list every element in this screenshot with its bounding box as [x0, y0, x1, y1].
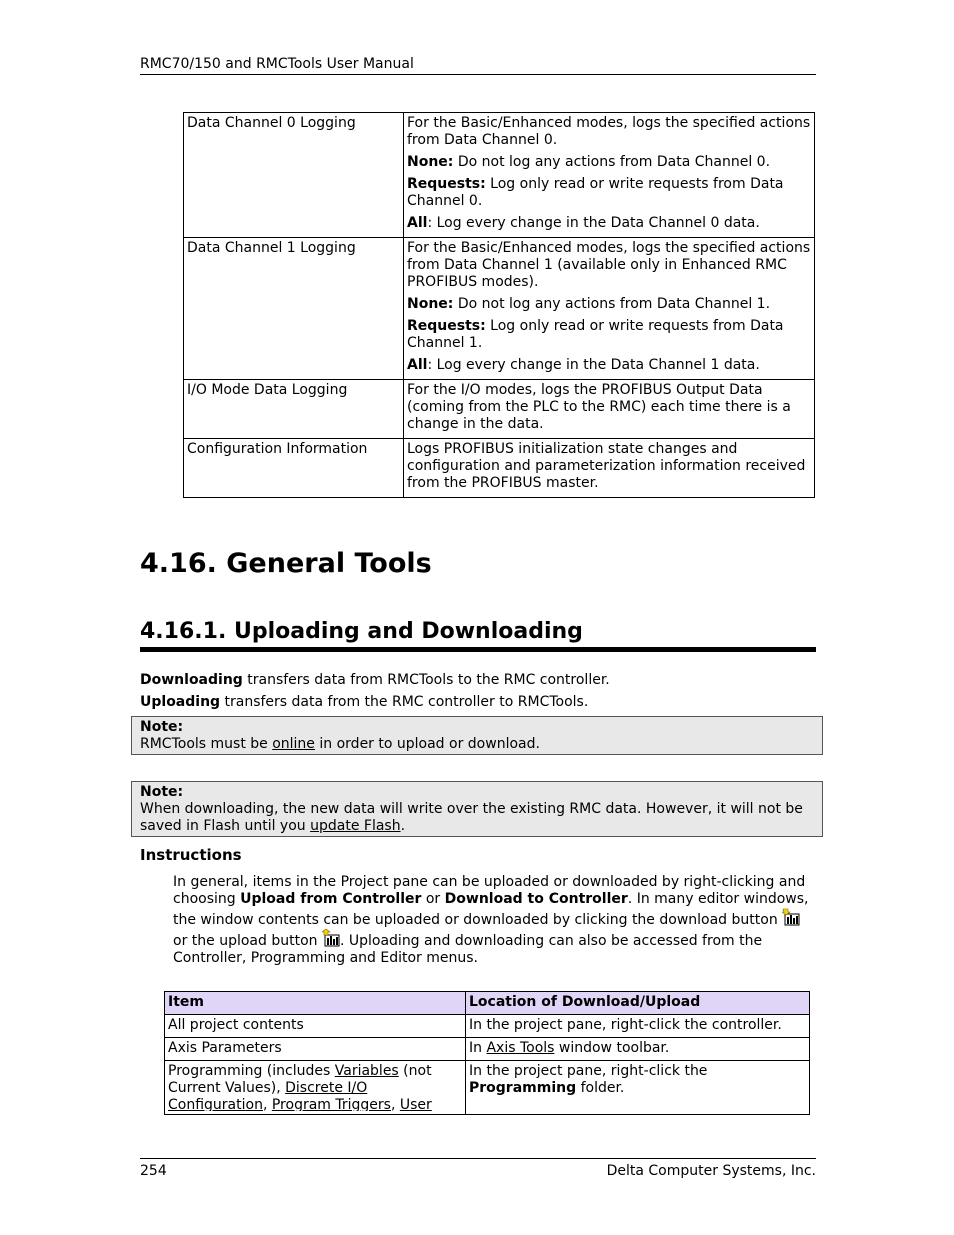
table-row	[184, 113, 815, 238]
note-label: Note:	[140, 784, 184, 800]
column-header-location: Location of Download/Upload	[466, 992, 810, 1015]
param-name: Configuration Information	[184, 439, 404, 498]
note-online	[131, 716, 823, 755]
desc-text: For the Basic/Enhanced modes, logs the specified actions from Data Channel 0.	[407, 115, 811, 148]
location-cell: In the project pane, right-click the controller.	[466, 1015, 810, 1038]
downloading-definition: Downloading transfers data from RMCTools to the RMC controller.	[140, 672, 610, 688]
param-description: Logs PROFIBUS initialization state changes and configuration and parameterization information received from the PROFIBUS master.	[404, 439, 815, 498]
location-cell: In the project pane, right-click the Programming folder.	[466, 1061, 810, 1115]
table-row	[165, 1038, 810, 1061]
option-all: All: Log every change in the Data Channel 1 data.	[407, 357, 760, 373]
table-row	[165, 1015, 810, 1038]
table-row	[184, 439, 815, 498]
table-row	[184, 238, 815, 380]
page-header	[140, 56, 816, 75]
item-cell: Axis Parameters	[165, 1038, 466, 1061]
update-flash-link[interactable]: update Flash	[310, 818, 401, 834]
page-footer	[140, 1158, 816, 1179]
user-link[interactable]: User	[399, 1097, 432, 1111]
param-name: I/O Mode Data Logging	[184, 380, 404, 439]
section-title: 4.16. General Tools	[140, 548, 432, 579]
param-description	[404, 238, 815, 380]
online-link[interactable]: online	[272, 736, 315, 752]
desc-text: For the Basic/Enhanced modes, logs the specified actions from Data Channel 1 (available only in Enhanced RMC PROFIBUS modes).	[407, 240, 811, 290]
option-none: None: Do not log any actions from Data Channel 1.	[407, 296, 771, 312]
variables-link[interactable]: Variables	[334, 1063, 399, 1079]
item-cell: Programming (includes Variables (not Current Values), Discrete I/O Configuration, Program Triggers, User	[165, 1061, 466, 1115]
param-name: Data Channel 0 Logging	[184, 113, 404, 238]
logging-parameters-table	[183, 112, 815, 498]
upload-icon	[322, 929, 340, 947]
table-row	[184, 380, 815, 439]
option-all: All: Log every change in the Data Channel 0 data.	[407, 215, 760, 231]
param-name: Data Channel 1 Logging	[184, 238, 404, 380]
table-header-row	[165, 992, 810, 1015]
table-row	[165, 1061, 810, 1115]
download-location-table	[164, 991, 810, 1115]
option-requests: Requests: Log only read or write requests from Data Channel 0.	[407, 176, 784, 209]
program-triggers-link[interactable]: Program Triggers	[271, 1097, 391, 1111]
uploading-definition: Uploading transfers data from the RMC controller to RMCTools.	[140, 694, 589, 710]
note-text: RMCTools must be online in order to upload or download.	[140, 736, 540, 752]
company-name: Delta Computer Systems, Inc.	[606, 1163, 816, 1179]
option-requests: Requests: Log only read or write requests from Data Channel 1.	[407, 318, 784, 351]
note-label: Note:	[140, 719, 184, 735]
location-cell: In Axis Tools window toolbar.	[466, 1038, 810, 1061]
subsection-title: 4.16.1. Uploading and Downloading	[140, 619, 816, 652]
manual-title: RMC70/150 and RMCTools User Manual	[140, 56, 414, 72]
page-number: 254	[140, 1163, 167, 1179]
download-icon	[782, 908, 800, 926]
axis-tools-link[interactable]: Axis Tools	[486, 1040, 555, 1056]
instructions-text: In general, items in the Project pane can be uploaded or downloaded by right-clicking and choosing Upload from Controller or Download to Controller. In many editor windows, the window contents can be uploaded or downloaded by clicking the download button or the upload button . Uploading and downloading can also be accessed from the Controller, Programming and Editor menus.	[173, 874, 809, 966]
instructions-heading: Instructions	[140, 846, 242, 864]
param-description	[404, 113, 815, 238]
item-cell: All project contents	[165, 1015, 466, 1038]
param-description: For the I/O modes, logs the PROFIBUS Output Data (coming from the PLC to the RMC) each time there is a change in the data.	[404, 380, 815, 439]
note-text: When downloading, the new data will write over the existing RMC data. However, it will not be saved in Flash until you update Flash.	[140, 801, 803, 834]
column-header-item: Item	[165, 992, 466, 1015]
note-flash	[131, 781, 823, 837]
option-none: None: Do not log any actions from Data Channel 0.	[407, 154, 771, 170]
discrete-io-configuration-link[interactable]: Discrete I/O Configuration	[168, 1080, 368, 1111]
